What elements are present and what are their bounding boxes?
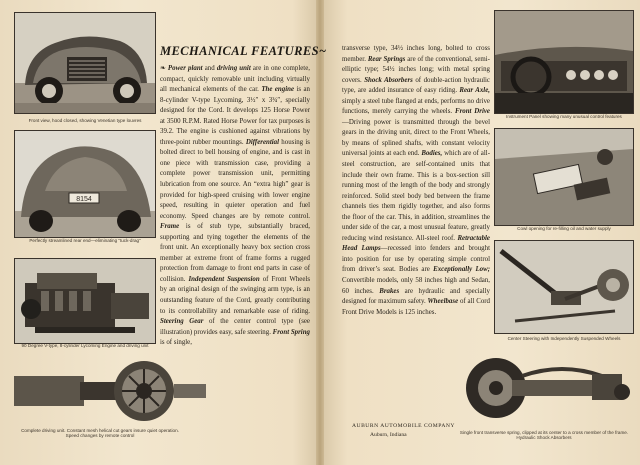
rear-view-photo bbox=[14, 130, 156, 238]
driving-unit-illustration bbox=[14, 358, 206, 422]
cowl-caption: Cowl opening for re-filling oil and water supply bbox=[517, 226, 611, 231]
rear-car-illustration bbox=[15, 131, 155, 237]
page-gutter bbox=[316, 0, 324, 465]
cowl-illustration bbox=[495, 129, 633, 225]
instrument-panel-photo bbox=[494, 10, 634, 114]
rear-spring-photo bbox=[462, 352, 632, 422]
cowl-photo bbox=[494, 128, 634, 226]
rear-view-caption: Perfectly streamlined rear end—eliminating “tuck-drag” bbox=[29, 238, 141, 243]
dashboard-illustration bbox=[495, 11, 633, 113]
driving-unit-caption: Complete driving unit. Constant mesh helical cut gears insure quiet operation. Speed changes by remote control bbox=[21, 428, 179, 439]
steering-caption: Center Steering with Independently Suspended Wheels bbox=[507, 336, 621, 341]
body-text-left: ❧ Power plant and driving unit are in one complete, compact, quickly removable unit including virtually all mechanical elements of the car. The engine is an 8-cylinder V-type Lycoming, 3½″ x 3¾″, specially designed for the Cord. It develops 125 Horse Power at 3500 R.P.M. Rated Horse Power for tax purposes is 39.2. The engine is cushioned against vibrations by three-point rubber mountings. Differential housing is bolted direct to bell housing of engine, and is cast in one piece with transmission case, providing a complete power transmission unit, permitting lubrication from one source. An “extra high” gear is provided for high-speed cruising with lower engine speed, resulting in quieter operation and fuel economy. Speed changes are by remote control. Frame is of stub type, substantially braced, supporting and tying together the elements of the front unit. An exceptionally heavy box section cross member at extreme front of frame forms a rugged protection from damage to front end parts in case of collision. Independent Suspension of Front Wheels by an original design of the swinging arm type, is an outstanding feature of the Cord, greatly contributing to its controllability and remarkable ease of riding. Steering Gear of the center control type (see illustration) provides easy, safe steering. Front Spring is of single, bbox=[160, 65, 311, 347]
driving-unit-photo bbox=[14, 358, 206, 422]
company-city: Auburn, Indiana bbox=[370, 432, 407, 438]
rear-spring-illustration bbox=[462, 352, 632, 422]
engine-illustration bbox=[15, 259, 155, 343]
engine-photo bbox=[14, 258, 156, 344]
heading-dash: ~ bbox=[318, 44, 327, 58]
front-view-photo bbox=[14, 12, 156, 114]
section-heading: MECHANICAL FEATURES~ bbox=[160, 44, 327, 58]
company-imprint: AUBURN AUTOMOBILE COMPANY bbox=[352, 423, 455, 429]
engine-caption: 90 Degree V-type, 8-cylinder Lycoming Engine and driving unit bbox=[21, 343, 149, 348]
front-view-caption: Front view, hood closed, showing Venetian type louvres bbox=[28, 118, 142, 123]
steering-photo bbox=[494, 240, 634, 334]
license-plate: 8154 bbox=[76, 196, 92, 203]
instrument-panel-caption: Instrument Panel showing many unusual control features bbox=[506, 114, 622, 119]
body-text-right: transverse type, 34½ inches long, bolted to cross member. Rear Springs are of the conventional, semi-elliptic type; 54½ inches long; with metal spring covers. Shock Absorbers of double-action hydraulic type, are added insurance of easy riding. Rear Axle, simply a steel tube flanged at ends, performs no drive functions, merely carrying the wheels. Front Drive—Driving power is transmitted through the bevel gears in the driving unit, direct to the Front Wheels, by means of splined shafts, with constant velocity universal joints at each end. Bodies, which are of all-steel construction, are self-contained units that include their own frame. This is a box-section sill running most of the length of the body and strongly reinforced. Solid steel body bed between the frame channels ties them rigidly together, and also forms the floor of the car. This, in addition, streamlines the under side of the car, a most unusual feature, greatly reducing wind resistance. All-steel roof. Retractable Head Lamps—recessed into fenders and brought into position for use by operating simple control from driver’s seat. Bodies are Exceptionally Low; Convertible models, only 58 inches high and Sedan, 60 inches. Brakes are hydraulic and specially designed for maximum safety. Wheelbase of all Cord Front Drive Models is 125 inches. bbox=[342, 45, 491, 316]
steering-illustration bbox=[495, 241, 633, 333]
rear-spring-caption: Single front transverse spring, clipped at its center to a cross member of the frame. Hydraulic Shock Absorbers bbox=[459, 430, 629, 441]
front-car-illustration bbox=[15, 13, 155, 113]
